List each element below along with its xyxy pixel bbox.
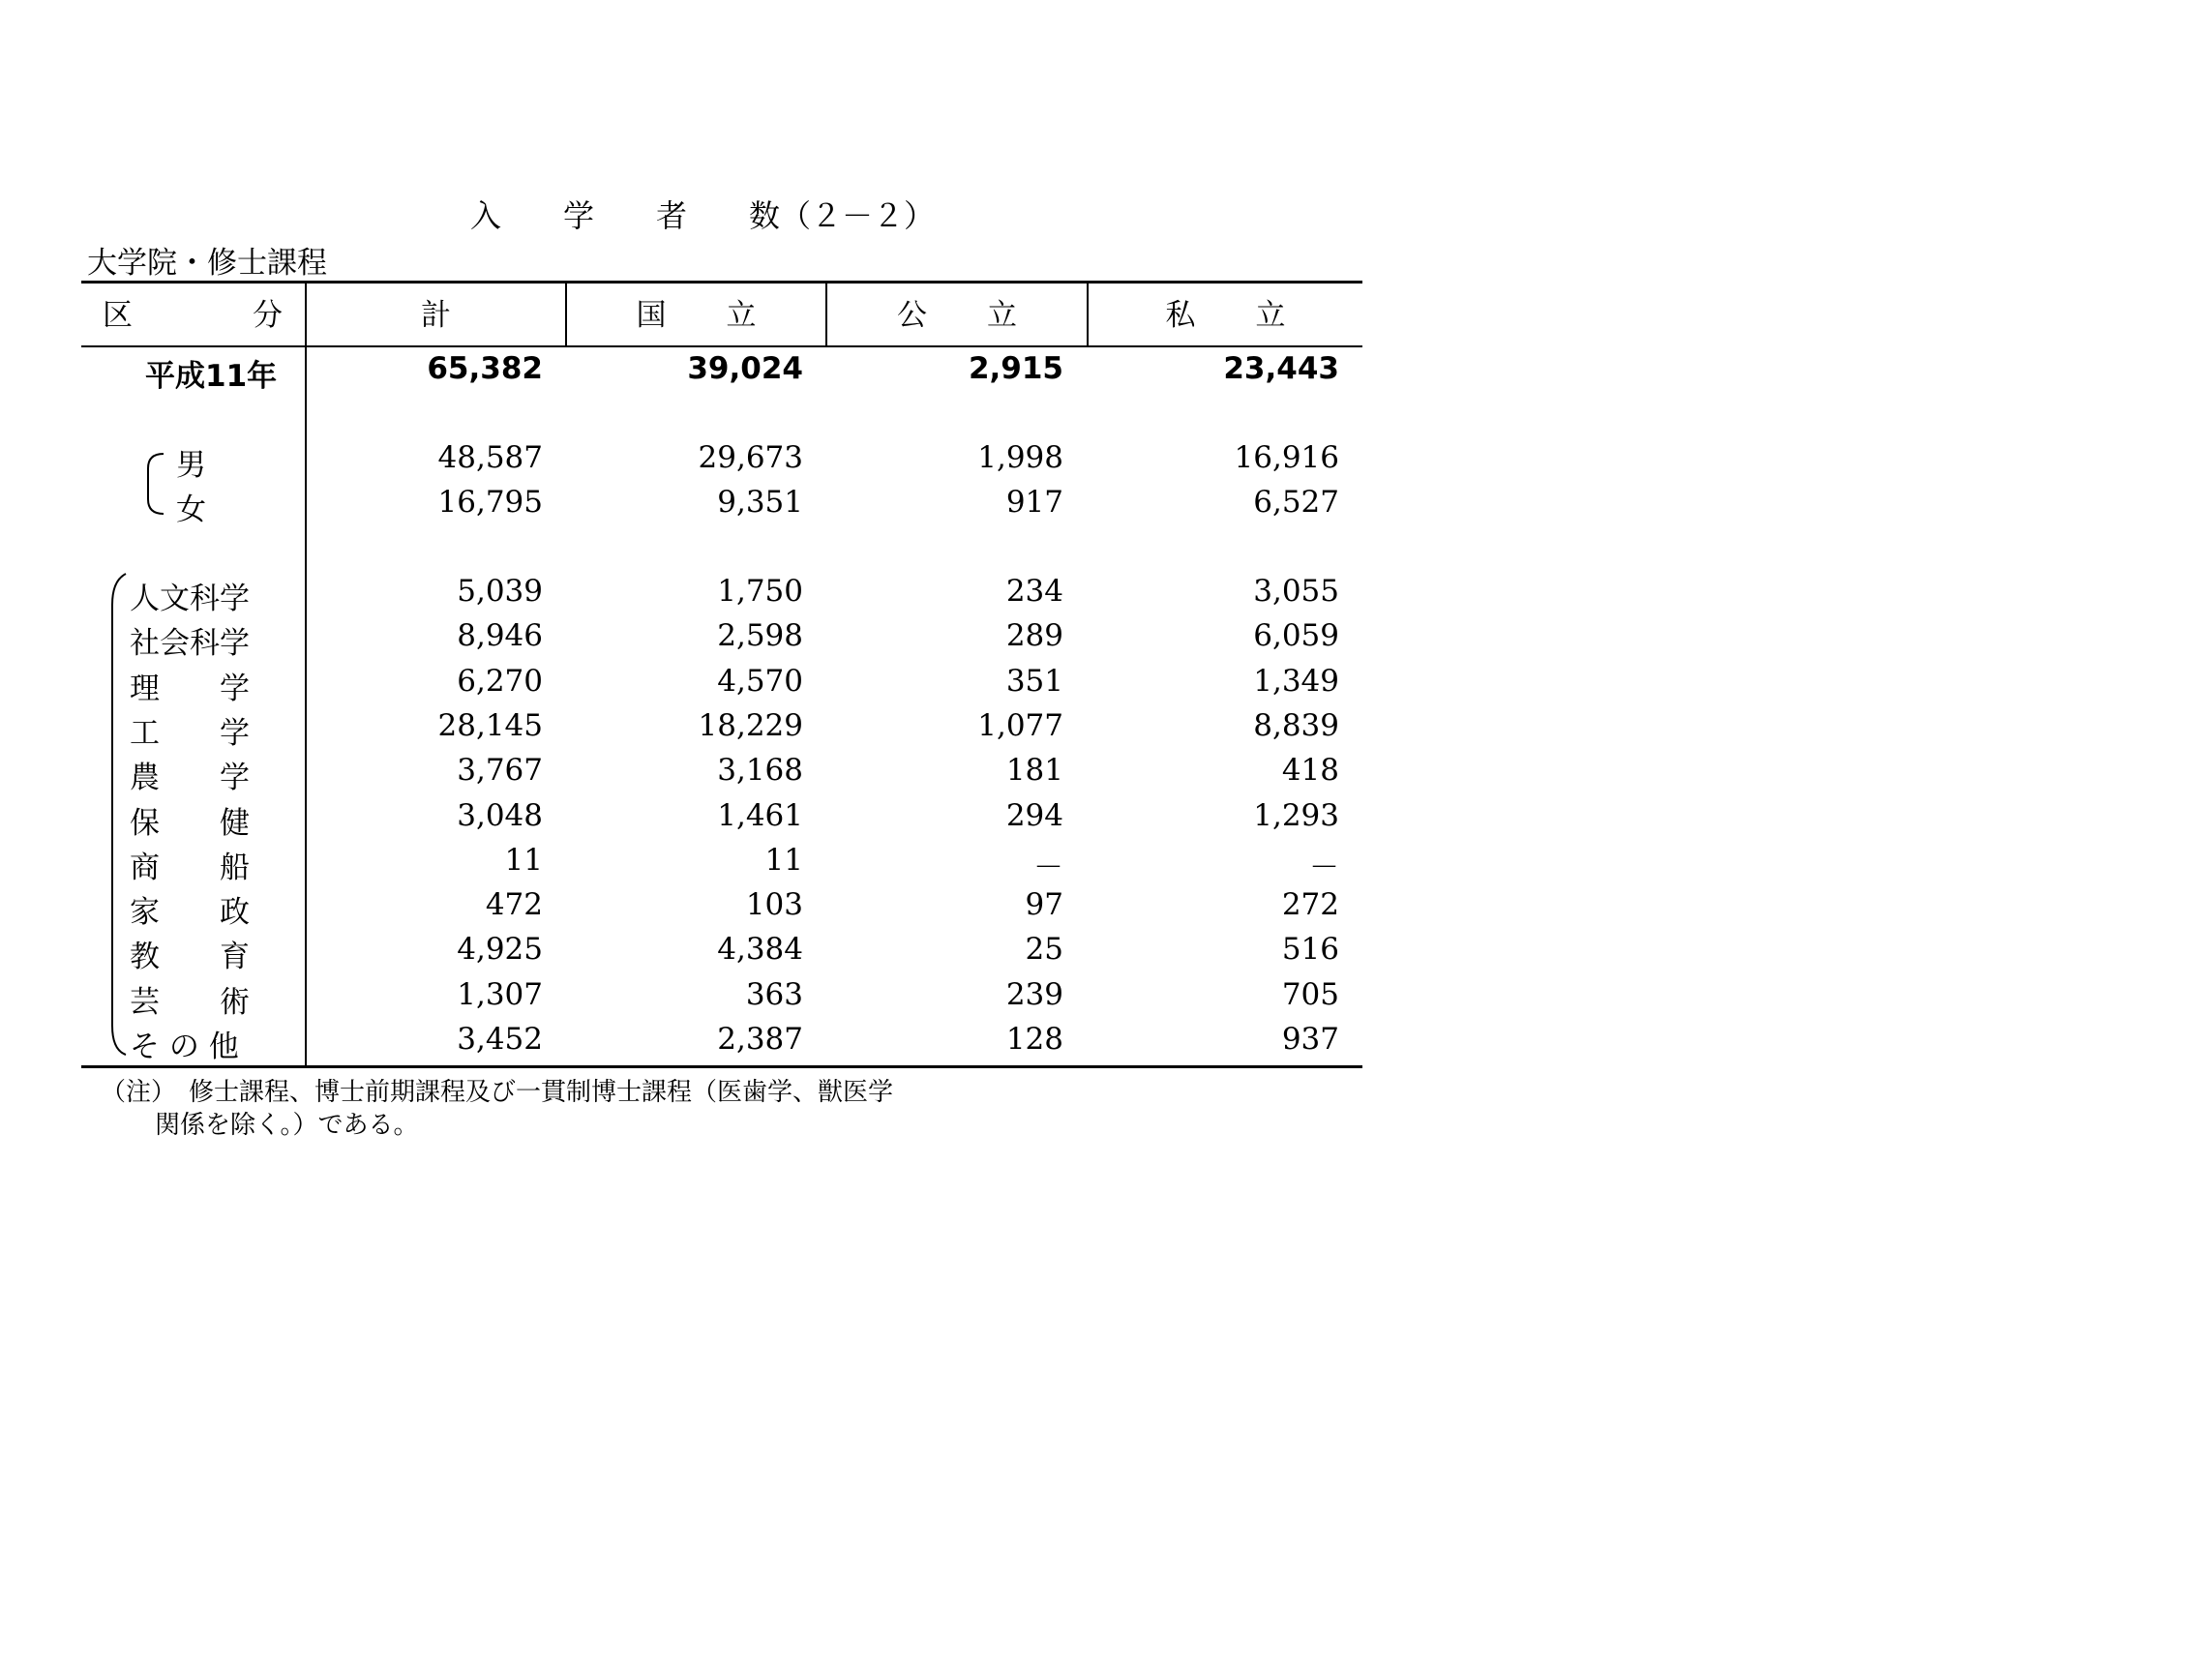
total-row-label: 平成11年 [145,359,278,394]
field-row-label: 保 健 [130,805,250,841]
field-row-label: 農 学 [130,761,250,796]
field-row-national: 363 [745,976,803,1012]
field-row-public: 128 [1005,1022,1063,1057]
field-row-private: 1,349 [1253,663,1339,699]
footnote-line-1: （注） 修士課程、博士前期課程及び一貫制博士課程（医歯学、獣医学 [101,1078,894,1107]
field-row-label: 工 学 [130,715,250,751]
field-row-total: 472 [485,887,543,923]
field-row-label: 理 学 [130,671,250,706]
field-row-public: 1,077 [977,707,1063,743]
field-row-label: そ の 他 [130,1030,239,1064]
sex-row-total: 48,587 [437,440,543,475]
field-row-public: 25 [1025,932,1063,968]
field-row-public: － [1033,850,1063,885]
field-row-total: 3,452 [457,1022,543,1057]
field-row-private: 418 [1281,753,1339,789]
field-row-private: － [1309,850,1339,885]
field-row-national: 11 [764,842,803,878]
sex-row-label: 男 [176,448,206,483]
header-public: 公 立 [897,298,1017,333]
field-row-label: 芸 術 [130,984,250,1020]
total-row-private: 23,443 [1223,351,1339,386]
label-column-divider [305,282,307,1067]
field-row-private: 272 [1281,887,1339,923]
field-row-total: 8,946 [457,618,543,654]
field-row-private: 1,293 [1253,797,1339,833]
field-row-national: 1,750 [717,574,803,609]
field-row-total: 3,048 [457,797,543,833]
field-row-label: 商 船 [130,850,250,885]
table-bottom-rule [81,1065,1362,1068]
field-row-national: 18,229 [698,707,803,743]
field-row-label: 社会科学 [130,626,250,662]
footnote-line-2: 関係を除く。）である。 [155,1111,419,1140]
sex-row-private: 16,916 [1234,440,1339,475]
field-row-public: 289 [1005,618,1063,654]
page-title: 入 学 者 数（２－２） [470,197,936,234]
field-row-total: 6,270 [457,663,543,699]
field-row-national: 103 [745,887,803,923]
field-row-private: 705 [1281,976,1339,1012]
field-row-private: 8,839 [1253,707,1339,743]
header-category: 区 分 [103,298,283,333]
total-row-public: 2,915 [968,351,1063,386]
field-row-total: 1,307 [457,976,543,1012]
field-row-national: 4,384 [717,932,803,968]
field-row-public: 97 [1025,887,1063,923]
field-row-public: 239 [1005,976,1063,1012]
header-private: 私 立 [1165,298,1286,333]
field-row-private: 937 [1281,1022,1339,1057]
field-row-national: 4,570 [717,663,803,699]
sex-row-private: 6,527 [1253,485,1339,520]
header-national: 国 立 [636,298,757,333]
field-row-national: 1,461 [717,797,803,833]
total-row-national: 39,024 [687,351,803,386]
field-row-label: 教 育 [130,940,250,975]
sex-row-public: 917 [1005,485,1063,520]
field-row-public: 181 [1005,753,1063,789]
field-row-label: 家 政 [130,895,250,931]
field-row-national: 2,387 [717,1022,803,1057]
header-total: 計 [421,298,451,333]
field-row-total: 11 [504,842,543,878]
field-row-national: 2,598 [717,618,803,654]
field-row-total: 4,925 [457,932,543,968]
sex-row-label: 女 [176,493,206,527]
field-row-private: 3,055 [1253,574,1339,609]
header-bottom-rule [81,345,1362,347]
field-row-total: 28,145 [437,707,543,743]
table-subtitle: 大学院・修士課程 [87,246,327,281]
field-row-public: 294 [1005,797,1063,833]
table-top-rule [81,281,1362,284]
sex-row-national: 9,351 [717,485,803,520]
field-row-private: 6,059 [1253,618,1339,654]
sex-bracket [140,451,179,517]
field-row-public: 351 [1005,663,1063,699]
sex-row-national: 29,673 [698,440,803,475]
field-row-total: 5,039 [457,574,543,609]
sex-row-total: 16,795 [437,485,543,520]
field-row-total: 3,767 [457,753,543,789]
field-row-label: 人文科学 [130,582,250,616]
field-row-private: 516 [1281,932,1339,968]
total-row-total: 65,382 [427,351,543,386]
sex-row-public: 1,998 [977,440,1063,475]
field-row-national: 3,168 [717,753,803,789]
field-row-public: 234 [1005,574,1063,609]
